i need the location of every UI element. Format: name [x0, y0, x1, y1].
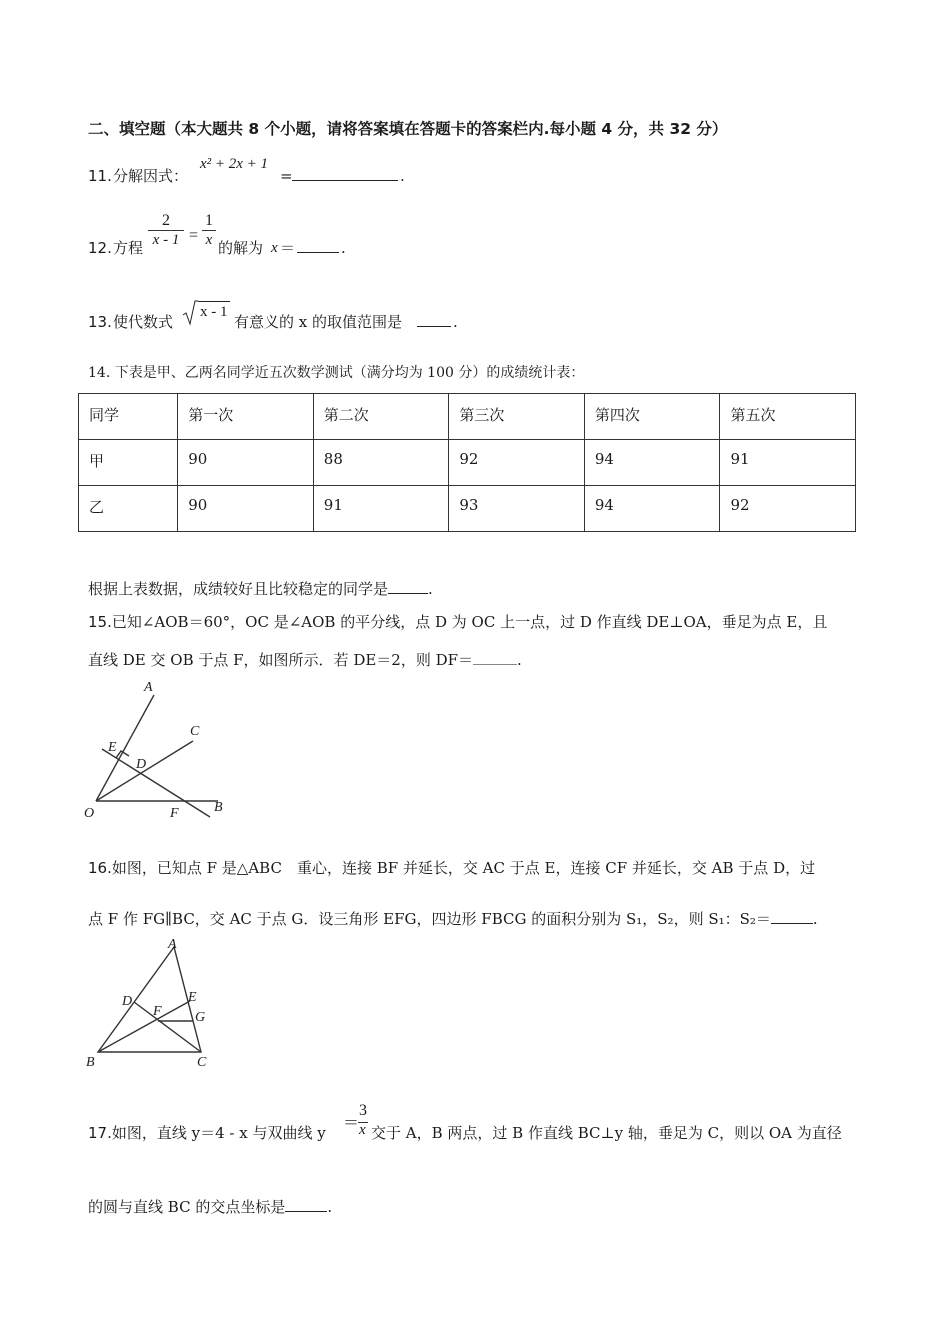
question-number: 17.: [88, 1124, 112, 1142]
question-15-line2: [88, 649, 522, 670]
table-header-cell: 第一次: [178, 394, 314, 440]
label-d: D: [136, 757, 147, 772]
question-text: 有意义的 x 的取值范围是: [234, 313, 402, 331]
question-number: 11.: [88, 167, 112, 185]
label-c: C: [197, 1055, 207, 1070]
fraction-numerator: 3: [359, 1102, 367, 1119]
question-13: [88, 300, 508, 336]
question-text: 如图，直线 y＝4 - x 与双曲线 y: [111, 1124, 326, 1142]
fraction-denominator: x: [359, 1122, 366, 1138]
ray-oa: [96, 695, 154, 801]
question-text: 分解因式：: [113, 167, 189, 185]
table-cell: 94: [584, 486, 720, 532]
table-cell: 91: [720, 440, 856, 486]
table-row: [79, 486, 856, 532]
table-cell: 88: [313, 440, 449, 486]
question-15-figure: [80, 677, 240, 822]
table-cell: 甲: [79, 440, 178, 486]
fraction-denominator: x: [205, 232, 213, 248]
question-14-intro: 14. 下表是甲、乙两名同学近五次数学测试（满分均为 100 分）的成绩统计表：: [88, 365, 585, 381]
table-cell: 94: [584, 440, 720, 486]
answer-blank[interactable]: [473, 650, 517, 665]
radicand: x - 1: [198, 301, 230, 322]
question-number: 13.: [88, 313, 112, 331]
equals-sign: =: [280, 167, 293, 185]
period: .: [517, 651, 522, 669]
fraction-2-over-x-minus-1: [148, 212, 184, 249]
section-title: 二、填空题（本大题共 8 个小题，请将答案填在答题卡的答案栏内.每小题 4 分，共 32 分）: [88, 120, 728, 138]
question-text: 根据上表数据，成绩较好且比较稳定的同学是: [88, 580, 389, 598]
table-header-cell: 第四次: [584, 394, 720, 440]
question-number: 15.: [88, 613, 112, 631]
label-g: G: [195, 1010, 206, 1025]
period: .: [428, 580, 433, 598]
question-number: 12.: [88, 239, 112, 257]
answer-blank[interactable]: [285, 1197, 327, 1212]
question-text: 方程: [113, 239, 144, 257]
label-f: F: [153, 1004, 162, 1019]
period: .: [341, 239, 346, 257]
period: .: [327, 1198, 333, 1216]
label-b: B: [86, 1055, 95, 1070]
question-text: 的解为: [218, 239, 264, 257]
answer-blank[interactable]: [292, 166, 398, 181]
equals-sign: ＝: [343, 1115, 360, 1132]
equals-sign: =: [189, 227, 199, 244]
question-16-line2: [88, 908, 818, 929]
label-b: B: [214, 800, 223, 815]
line-de: [102, 749, 210, 817]
question-text: 的圆与直线 BC 的交点坐标是: [88, 1198, 286, 1216]
question-text: 直线 DE 交 OB 于点 F，如图所示．若 DE＝2，则 DF＝: [88, 651, 474, 669]
label-c: C: [190, 724, 200, 739]
question-text: 如图，已知点 F 是△ABC 重心，连接 BF 并延长，交 AC 于点 E，连接 CF 并延长，交 AB 于点 D，过: [111, 859, 816, 877]
label-e: E: [108, 740, 117, 755]
answer-blank[interactable]: [417, 312, 451, 327]
math-expression: x² + 2x + 1: [200, 156, 269, 172]
question-17-line2: [88, 1196, 332, 1217]
answer-blank[interactable]: [297, 238, 339, 253]
label-f: F: [170, 806, 179, 821]
radical-sign: [182, 300, 198, 326]
table-cell: 90: [178, 486, 314, 532]
question-16-figure: [80, 935, 230, 1070]
question-number: 16.: [88, 859, 112, 877]
table-header-cell: 同学: [79, 394, 178, 440]
fraction-1-over-x: [202, 212, 216, 249]
question-15-line1: [88, 611, 827, 632]
question-17-line1: [88, 1100, 868, 1150]
equals-sign: ＝: [280, 239, 296, 257]
triangle-abc: [98, 947, 201, 1052]
fraction-denominator: x - 1: [152, 232, 180, 248]
fraction-numerator: 2: [162, 212, 170, 229]
variable-x: x: [271, 240, 278, 256]
period: .: [453, 313, 458, 331]
question-text: 交于 A，B 两点，过 B 作直线 BC⊥y 轴，垂足为 C，则以 OA 为直径: [371, 1124, 842, 1142]
question-14-prompt: [88, 578, 433, 599]
question-text: 已知∠AOB＝60°，OC 是∠AOB 的平分线，点 D 为 OC 上一点，过 D 作直线 DE⊥OA，垂足为点 E，且: [111, 613, 828, 631]
table-cell: 92: [720, 486, 856, 532]
label-a: A: [144, 680, 153, 695]
table-header-cell: 第三次: [449, 394, 585, 440]
label-d: D: [122, 994, 133, 1009]
right-angle-mark: [116, 751, 129, 758]
table-header-row: [79, 394, 856, 440]
question-text-block: [88, 1122, 326, 1143]
table-cell: 乙: [79, 486, 178, 532]
answer-blank[interactable]: [388, 579, 428, 594]
question-12: [88, 212, 488, 262]
table-row: [79, 440, 856, 486]
label-a: A: [168, 937, 177, 952]
answer-blank[interactable]: [771, 909, 813, 924]
table-cell: 90: [178, 440, 314, 486]
label-o: O: [84, 806, 95, 821]
period: .: [812, 910, 818, 928]
table-header-cell: 第二次: [313, 394, 449, 440]
table-cell: 91: [313, 486, 449, 532]
table-cell: 92: [449, 440, 585, 486]
question-16-line1: [88, 857, 815, 878]
score-table: [78, 393, 856, 532]
table-cell: 93: [449, 486, 585, 532]
period: .: [400, 167, 405, 185]
question-text: 使代数式: [113, 313, 174, 331]
label-e: E: [188, 990, 197, 1005]
table-header-cell: 第五次: [720, 394, 856, 440]
fraction-numerator: 1: [205, 212, 213, 229]
question-text: 点 F 作 FG∥BC，交 AC 于点 G．设三角形 EFG，四边形 FBCG 的面积分别为 S₁，S₂，则 S₁：S₂＝: [88, 910, 771, 928]
